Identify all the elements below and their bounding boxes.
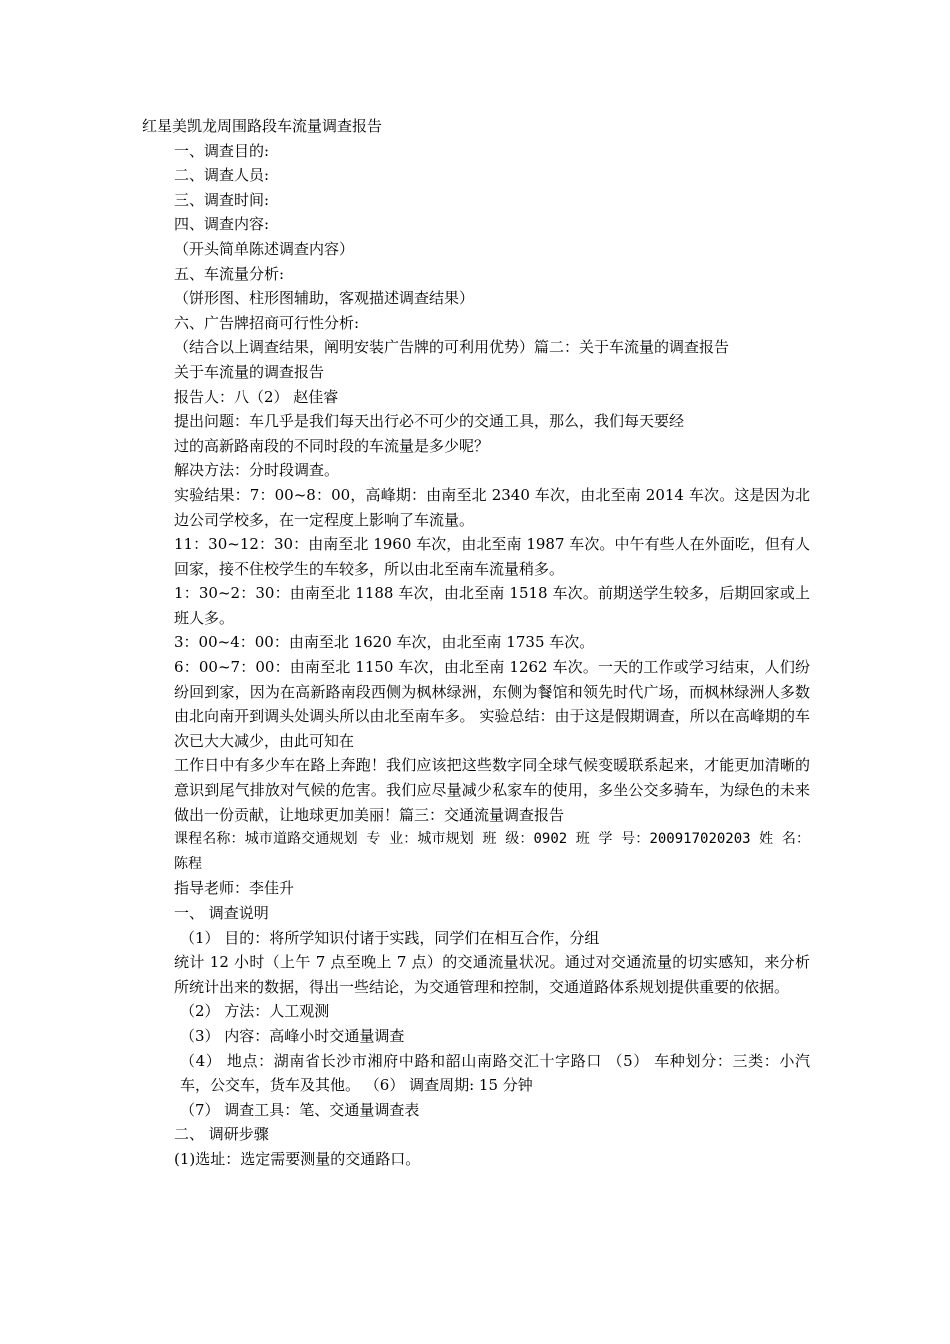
note-content: （开头简单陈述调查内容） <box>174 239 355 258</box>
heading-feasibility: 六、广告牌招商可行性分析: <box>174 313 360 332</box>
step-site-selection: (1)选址：选定需要测量的交通路口。 <box>174 1149 421 1168</box>
result-paragraph-4: 3：00~4：00：由南至北 1620 车次，由北至南 1735 车次。 <box>174 633 595 652</box>
course-info: 课程名称：城市道路交通规划 专 业：城市规划 班 级：0902 班 学 号：200917020203 姓 名：陈程 <box>174 831 810 872</box>
heading-purpose: 一、调查目的: <box>174 141 270 160</box>
advisor-line: 指导老师：李佳升 <box>174 879 295 898</box>
result-paragraph-1: 实验结果：7：00~8：00，高峰期：由南至北 2340 车次，由北至南 2014 车次。这是因为北边公司学校多，在一定程度上影响了车流量。 <box>174 485 810 529</box>
heading-personnel: 二、调查人员: <box>174 166 270 185</box>
question-line: 提出问题：车几乎是我们每天出行必不可少的交通工具，那么，我们每天要经 <box>174 412 685 431</box>
conclusion-paragraph: 工作日中有多少车在路上奔跑！我们应该把这些数字同全球气候变暖联系起来，才能更加清晰的意识到尾气排放对气候的危害。我们应尽量减少私家车的使用，多坐公交多骑车，为绿色的未来做出一份贡献，让地球更加美丽！篇三：交通流量调查报告 <box>174 756 810 824</box>
heading-analysis: 五、车流量分析: <box>174 264 285 283</box>
section-survey-notes: 一、 调查说明 <box>174 904 269 922</box>
document-title: 红星美凯龙周围路段车流量调查报告 <box>142 117 383 135</box>
heading-content: 四、调查内容: <box>174 215 270 234</box>
method-line: 解决方法：分时段调查。 <box>174 461 340 480</box>
item-purpose: （1） 目的：将所学知识付诸于实践，同学们在相互合作，分组 <box>180 928 600 947</box>
question-line-cont: 过的高新路南段的不同时段的车流量是多少呢？ <box>174 436 490 455</box>
section-steps: 二、 调研步骤 <box>174 1125 269 1144</box>
purpose-paragraph: 统计 12 小时（上午 7 点至晚上 7 点）的交通流量状况。通过对交通流量的切实感知，来分析所统计出来的数据，得出一些结论，为交通管理和控制，交通道路体系规划提供重要的依据。 <box>174 953 810 996</box>
document-body <box>142 114 810 1172</box>
result-paragraph-3: 1：30~2：30：由南至北 1188 车次，由北至南 1518 车次。前期送学生较多，后期回家或上班人多。 <box>174 584 810 627</box>
item-content: （3） 内容：高峰小时交通量调查 <box>180 1026 405 1045</box>
reporter-line: 报告人：八（2） 赵佳睿 <box>174 387 339 406</box>
result-paragraph-2: 11：30~12：30：由南至北 1960 车次，由北至南 1987 车次。中午有些人在外面吃，但有人回家，接不住校学生的车较多，所以由北至南车流量稍多。 <box>174 535 810 578</box>
note-analysis: （饼形图、柱形图辅助，客观描述调查结果） <box>174 289 475 308</box>
item-location: （4） 地点：湖南省长沙市湘府中路和韶山南路交汇十字路口 （5） 车种划分：三类：小汽车，公交车，货车及其他。 （6） 调查周期: 15 分钟 <box>180 1051 810 1095</box>
report2-title: 关于车流量的调查报告 <box>174 362 325 381</box>
item-tools: （7） 调查工具：笔、交通量调查表 <box>180 1100 420 1119</box>
result-paragraph-5: 6：00~7：00：由南至北 1150 车次，由北至南 1262 车次。一天的工作或学习结束，人们纷纷回到家，因为在高新路南段西侧为枫林绿洲，东侧为餐馆和领先时代广场，而枫林绿洲人多数由北向南开到调头处调头所以由北至南车多。 实验总结：由于这是假期调查，所以在高峰期的车次已大大减少，由此可知在 <box>174 658 810 750</box>
item-method: （2） 方法：人工观测 <box>180 1002 330 1021</box>
heading-time: 三、调查时间: <box>174 190 270 209</box>
note-feasibility: （结合以上调查结果，阐明安装广告牌的可利用优势）篇二：关于车流量的调查报告 <box>174 338 730 357</box>
